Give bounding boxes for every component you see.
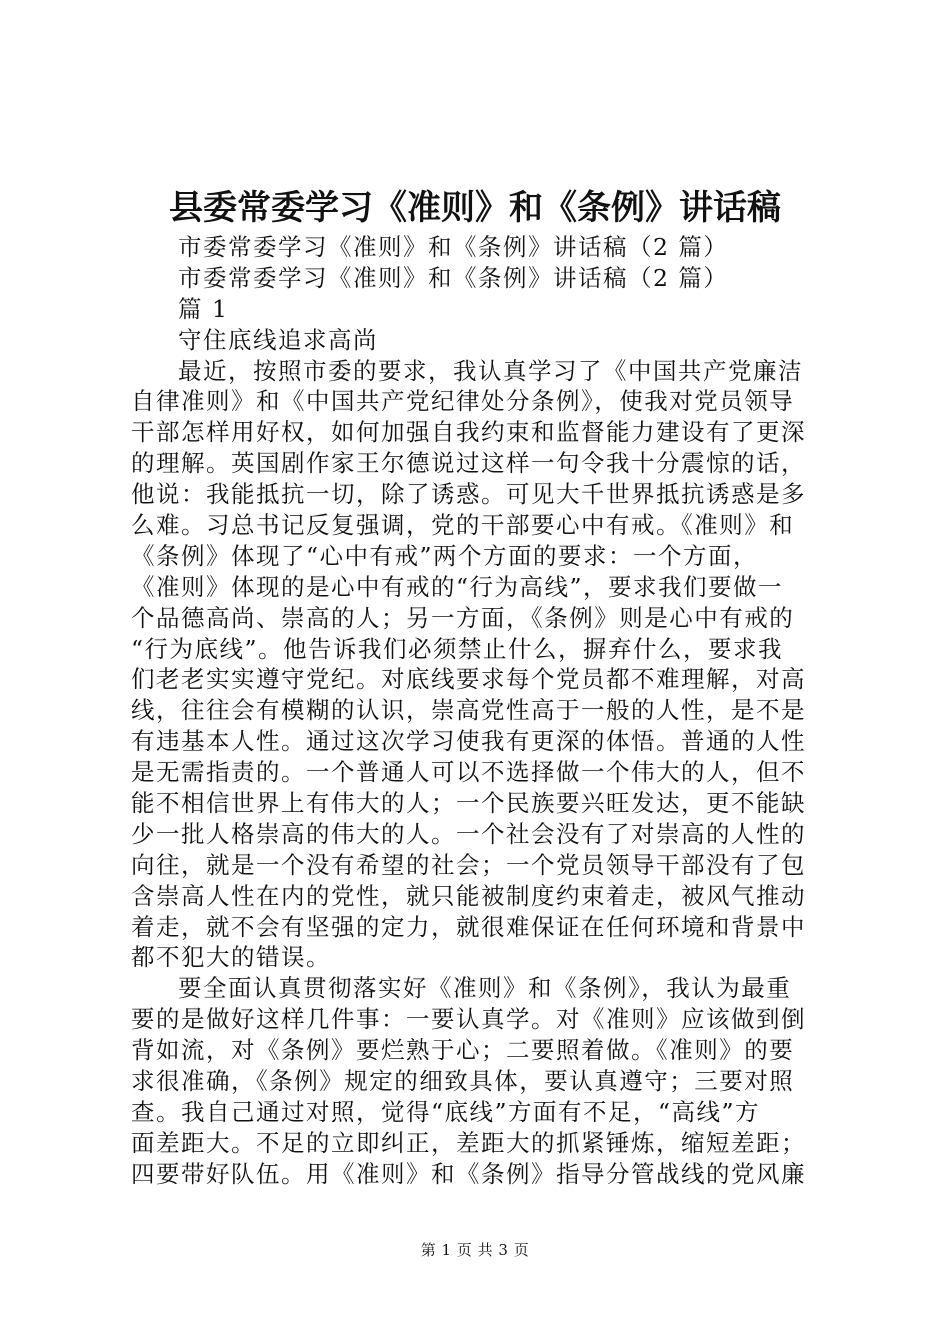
body-line: 着走，就不会有坚强的定力，就很难保证在任何环境和背景中 — [131, 912, 806, 941]
document-body — [131, 232, 831, 1190]
body-line: 市委常委学习《准则》和《条例》讲话稿（2 篇） — [178, 263, 729, 292]
body-line: 《准则》体现的是心中有戒的“行为高线”，要求我们要做一 — [131, 572, 784, 601]
body-line: 面差距大。不足的立即纠正，差距大的抓紧锤炼，缩短差距； — [131, 1128, 806, 1157]
body-line: 有违基本人性。通过这次学习使我有更深的体悟。普通的人性 — [131, 727, 806, 756]
body-line: 么难。习总书记反复强调，党的干部要心中有戒。《准则》和 — [131, 511, 795, 540]
body-line: 都不犯大的错误。 — [131, 943, 331, 972]
body-line: 线，往往会有模糊的认识，崇高党性高于一般的人性，是不是 — [131, 696, 806, 725]
body-line: 求很准确，《条例》规定的细致具体，要认真遵守；三要对照 — [131, 1067, 795, 1096]
body-line: 的理解。英国剧作家王尔德说过这样一句令我十分震惊的话， — [131, 449, 806, 478]
page-footer: 第 1 页 共 3 页 — [420, 1241, 530, 1259]
body-line: 最近，按照市委的要求，我认真学习了《中国共产党廉洁 — [178, 356, 803, 385]
body-line: 是无需指责的。一个普通人可以不选择做一个伟大的人，但不 — [131, 758, 806, 787]
body-line: 向往，就是一个没有希望的社会；一个党员领导干部没有了包 — [131, 850, 806, 879]
body-line: “行为底线”。他告诉我们必须禁止什么，摒弃什么，要求我 — [131, 634, 784, 663]
body-line: 《条例》体现了“心中有戒”两个方面的要求：一个方面， — [131, 541, 759, 570]
body-line: 查。我自己通过对照，觉得“底线”方面有不足，“高线”方 — [131, 1097, 761, 1126]
body-line: 四要带好队伍。用《准则》和《条例》指导分管战线的党风廉 — [131, 1159, 806, 1188]
body-line: 自律准则》和《中国共产党纪律处分条例》，使我对党员领导 — [131, 387, 795, 416]
body-line: 能不相信世界上有伟大的人；一个民族要兴旺发达，更不能缺 — [131, 789, 806, 818]
body-line: 守住底线追求高尚 — [178, 325, 378, 354]
body-line: 们老老实实遵守党纪。对底线要求每个党员都不难理解，对高 — [131, 665, 806, 694]
body-line: 少一批人格崇高的伟大的人。一个社会没有了对崇高的人性的 — [131, 819, 806, 848]
body-line: 市委常委学习《准则》和《条例》讲话稿（2 篇） — [178, 233, 729, 261]
document-title: 县委常委学习《准则》和《条例》讲话稿 — [169, 188, 781, 228]
body-line: 他说：我能抵抗一切，除了诱惑。可见大千世界抵抗诱惑是多 — [131, 480, 806, 509]
body-line: 要全面认真贯彻落实好《准则》和《条例》，我认为最重 — [178, 974, 792, 1003]
body-line: 篇 1 — [178, 294, 229, 323]
body-line: 含崇高人性在内的党性，就只能被制度约束着走，被风气推动 — [131, 881, 806, 910]
body-line: 干部怎样用好权，如何加强自我约束和监督能力建设有了更深 — [131, 418, 806, 447]
body-line: 背如流，对《条例》要烂熟于心；二要照着做。《准则》的要 — [131, 1036, 795, 1065]
body-line: 要的是做好这样几件事：一要认真学。对《准则》应该做到倒 — [131, 1005, 806, 1034]
body-line: 个品德高尚、崇高的人；另一方面，《条例》则是心中有戒的 — [131, 603, 795, 632]
